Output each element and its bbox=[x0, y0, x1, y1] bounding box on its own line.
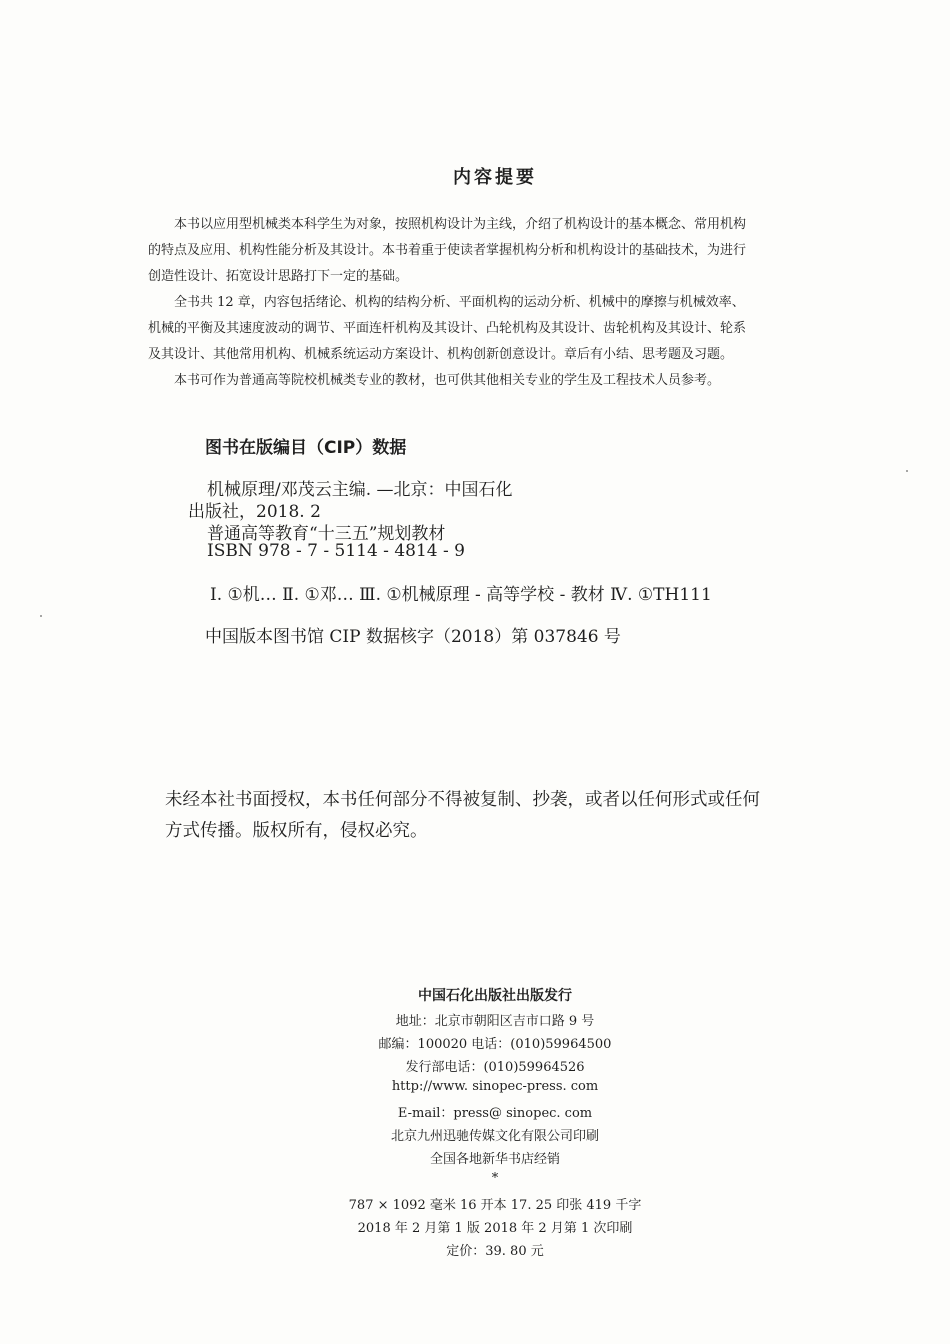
scan-speck bbox=[40, 615, 42, 617]
summary-text-line: 机械的平衡及其速度波动的调节、平面连杆机构及其设计、凸轮机构及其设计、齿轮机构及其设计、轮系 bbox=[148, 321, 747, 336]
notice-line: 方式传播。版权所有，侵权必究。 bbox=[165, 821, 428, 841]
cip-series-line: 普通高等教育“十三五”规划教材 bbox=[207, 524, 446, 544]
summary-text-line: 及其设计、其他常用机构、机械系统运动方案设计、机构创新创意设计。章后有小结、思考题及习题。 bbox=[148, 347, 734, 362]
cip-record-number: 中国版本图书馆 CIP 数据核字（2018）第 037846 号 bbox=[205, 627, 621, 647]
cip-publisher-line: 出版社，2018. 2 bbox=[188, 502, 321, 522]
summary-text-line: 创造性设计、拓宽设计思路打下一定的基础。 bbox=[148, 269, 409, 284]
imprint-address: 地址：北京市朝阳区吉市口路 9 号 bbox=[395, 1014, 595, 1029]
cip-heading: 图书在版编目（CIP）数据 bbox=[205, 438, 407, 458]
imprint-format: 787 × 1092 毫米 16 开本 17. 25 印张 419 千字 bbox=[348, 1198, 642, 1213]
imprint-publisher: 中国石化出版社出版发行 bbox=[418, 988, 572, 1004]
summary-paragraph-3 bbox=[148, 368, 848, 394]
imprint-price: 定价：39. 80 元 bbox=[446, 1244, 544, 1259]
summary-text-line: 本书以应用型机械类本科学生为对象，按照机构设计为主线，介绍了机构设计的基本概念、常用机构 bbox=[174, 217, 747, 232]
imprint-email: E-mail：press@ sinopec. com bbox=[397, 1106, 593, 1121]
summary-title: 内容提要 bbox=[453, 167, 537, 188]
cip-classification-line: Ⅰ. ①机… Ⅱ. ①邓… Ⅲ. ①机械原理 - 高等学校 - 教材 Ⅳ. ①TH111 bbox=[210, 585, 712, 605]
imprint-website: http://www. sinopec-press. com bbox=[391, 1079, 599, 1094]
imprint-postcode-phone: 邮编：100020 电话：(010)59964500 bbox=[378, 1037, 612, 1052]
notice-line: 未经本社书面授权，本书任何部分不得被复制、抄袭，或者以任何形式或任何 bbox=[165, 790, 760, 810]
summary-paragraph-1 bbox=[148, 212, 848, 290]
cip-title-line: 机械原理/邓茂云主编. —北京：中国石化 bbox=[207, 480, 513, 500]
imprint-separator: * bbox=[491, 1171, 499, 1186]
cip-isbn-line: ISBN 978 - 7 - 5114 - 4814 - 9 bbox=[207, 541, 465, 561]
imprint-distributor: 全国各地新华书店经销 bbox=[429, 1152, 560, 1167]
summary-paragraph-2 bbox=[148, 290, 848, 368]
imprint-printer: 北京九州迅驰传媒文化有限公司印刷 bbox=[390, 1129, 599, 1144]
copyright-notice bbox=[165, 785, 855, 847]
summary-text-line: 全书共 12 章，内容包括绪论、机构的结构分析、平面机构的运动分析、机械中的摩擦与机械效率、 bbox=[174, 295, 745, 310]
imprint-sales-phone: 发行部电话：(010)59964526 bbox=[405, 1060, 585, 1075]
summary-text-line: 的特点及应用、机构性能分析及其设计。本书着重于使读者掌握机构分析和机构设计的基础技术，为进行 bbox=[148, 243, 747, 258]
scan-speck bbox=[906, 470, 908, 472]
imprint-edition: 2018 年 2 月第 1 版 2018 年 2 月第 1 次印刷 bbox=[357, 1221, 633, 1236]
summary-text-line: 本书可作为普通高等院校机械类专业的教材，也可供其他相关专业的学生及工程技术人员参考。 bbox=[174, 373, 721, 388]
